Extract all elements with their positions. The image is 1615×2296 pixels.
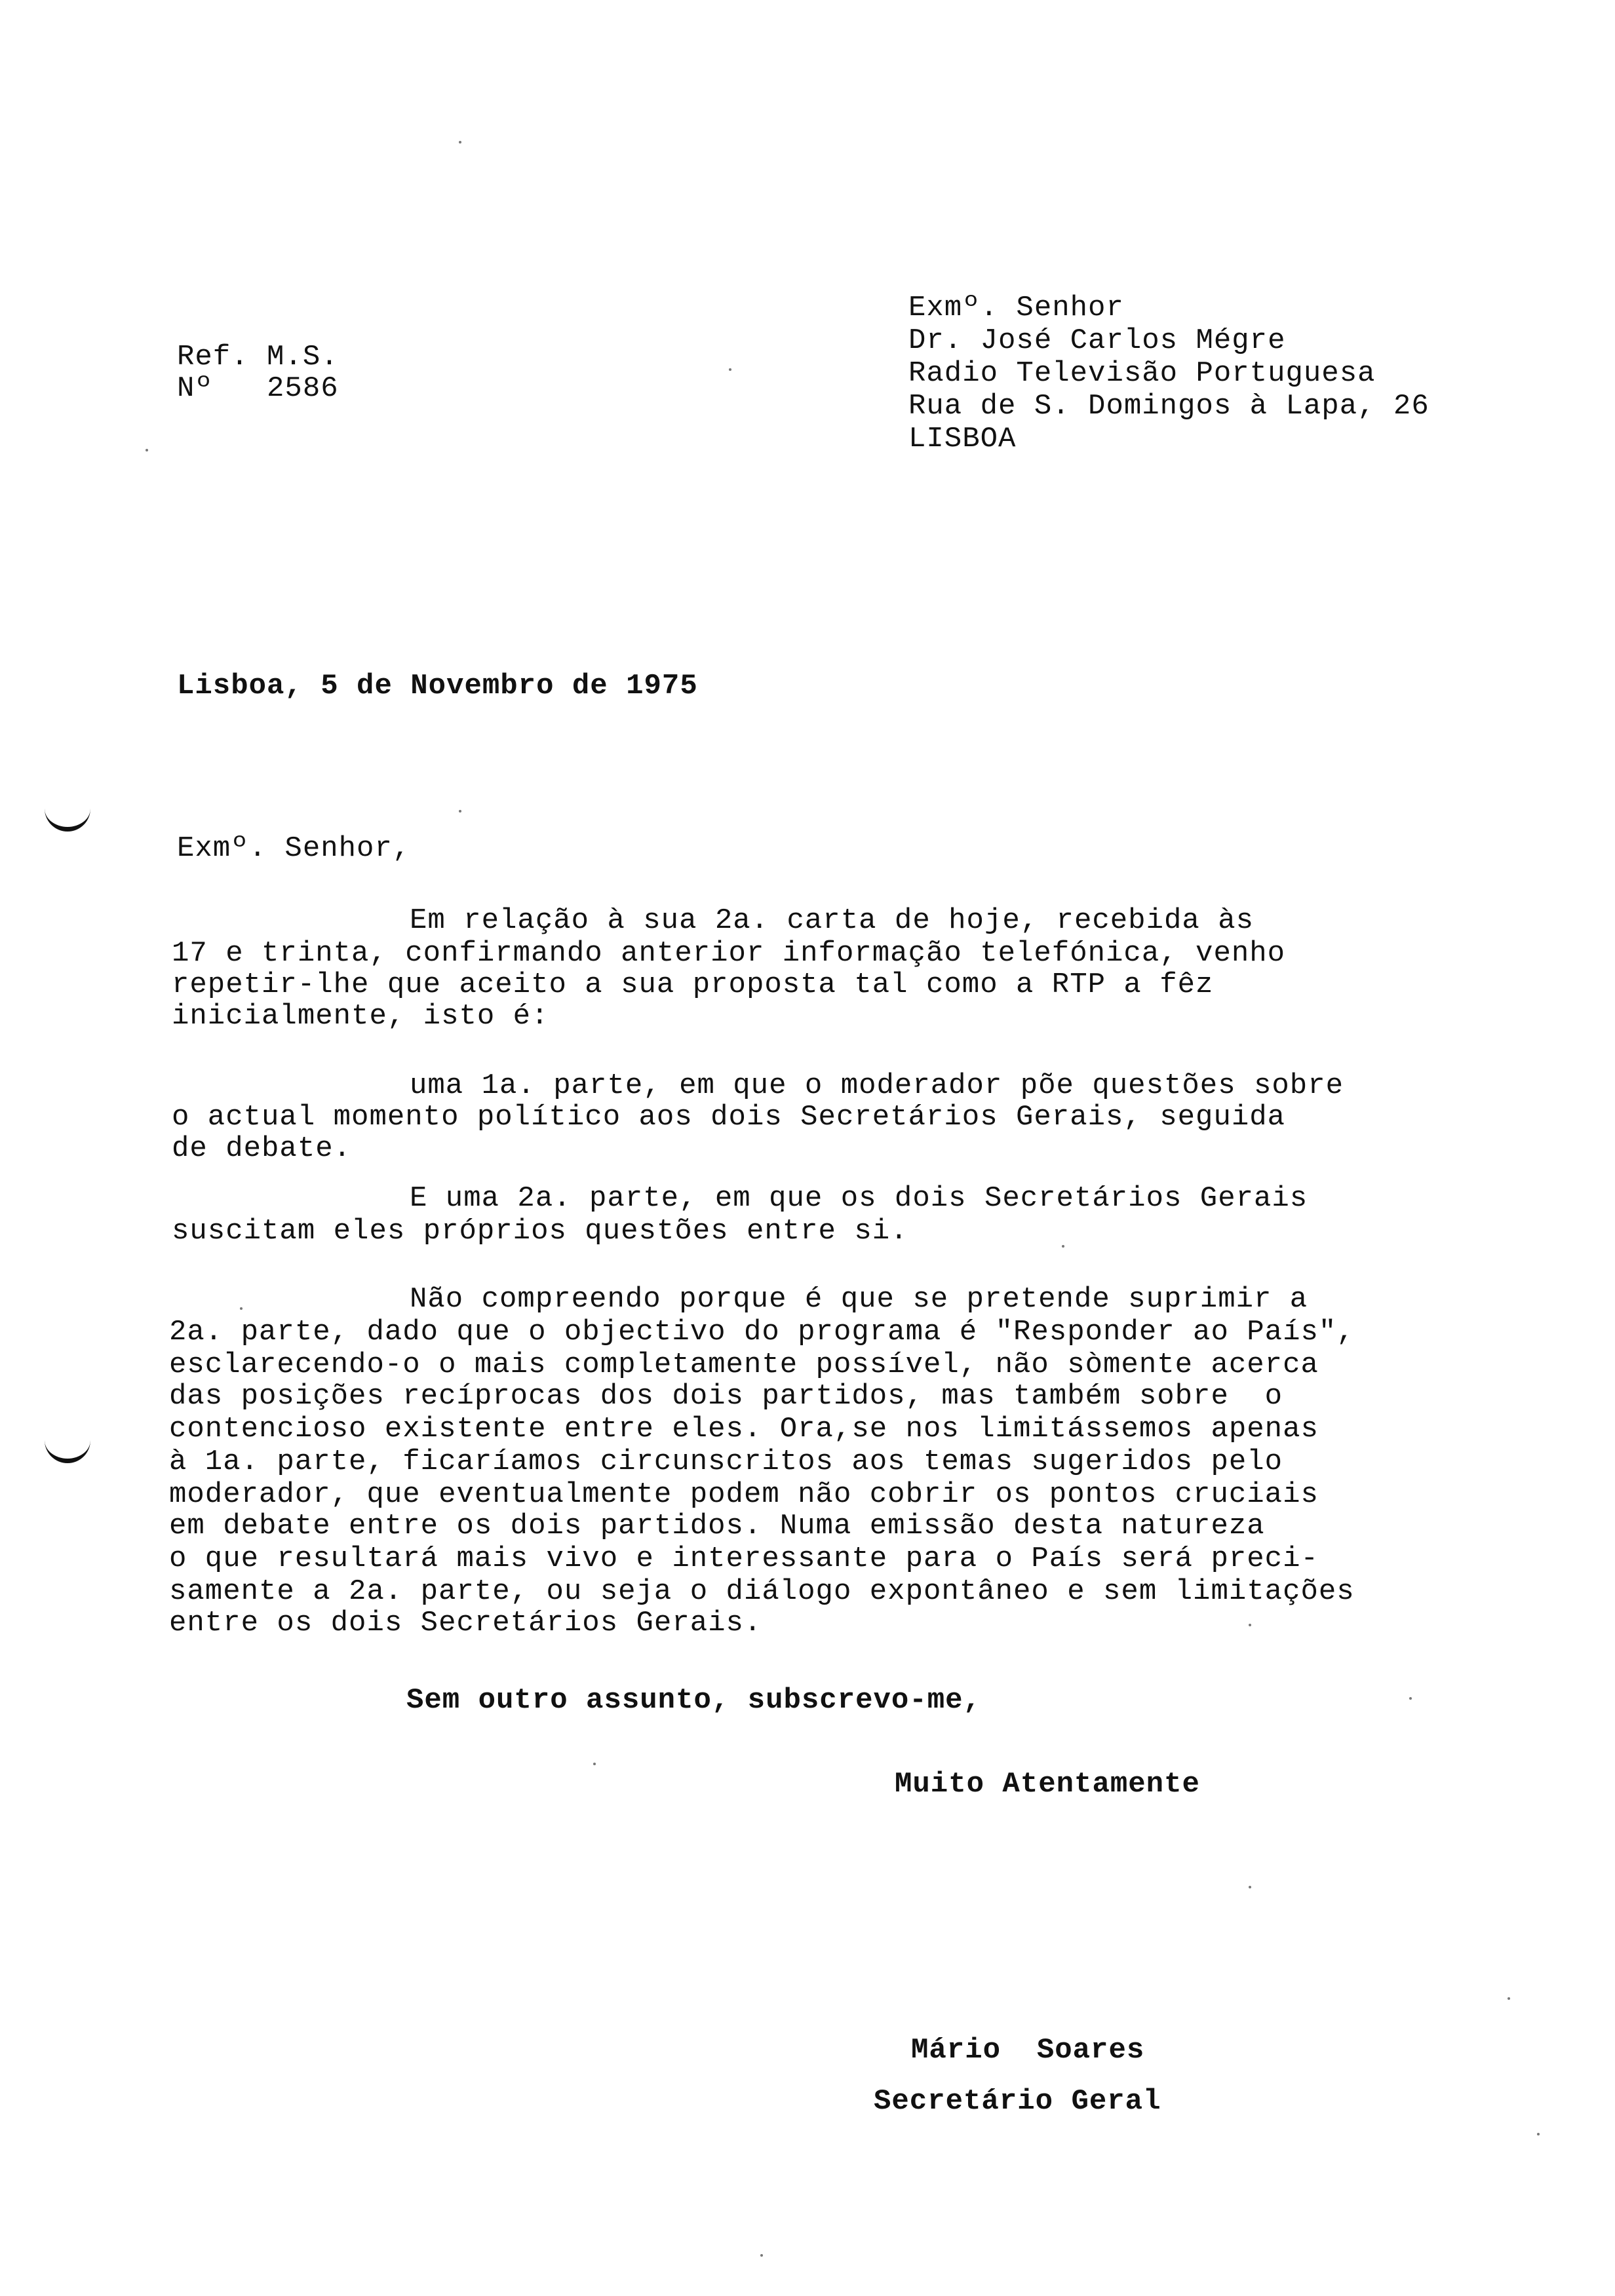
scan-speck bbox=[760, 2254, 763, 2257]
recipient-name: Dr. José Carlos Mégre bbox=[908, 324, 1286, 357]
scan-speck bbox=[1508, 1997, 1510, 2000]
text-line: em debate entre os dois partidos. Numa emissão desta natureza bbox=[169, 1510, 1265, 1542]
scan-speck bbox=[240, 1307, 243, 1310]
scan-speck bbox=[593, 1763, 596, 1765]
text-line: à 1a. parte, ficaríamos circunscritos aos temas sugeridos pelo bbox=[169, 1445, 1283, 1478]
text-line: suscitam eles próprios questões entre si. bbox=[172, 1215, 908, 1248]
letter-date: Lisboa, 5 de Novembro de 1975 bbox=[177, 670, 698, 702]
recipient-organization: Radio Televisão Portuguesa bbox=[908, 357, 1376, 390]
text-line: Não compreendo porque é que se pretende suprimir a bbox=[410, 1283, 1308, 1316]
recipient-street: Rua de S. Domingos à Lapa, 26 bbox=[908, 390, 1430, 423]
text-line: o actual momento político aos dois Secretários Gerais, seguida bbox=[172, 1101, 1286, 1134]
reference-number: Nº 2586 bbox=[177, 372, 339, 405]
text-line: Em relação à sua 2a. carta de hoje, recebida às bbox=[410, 904, 1255, 937]
text-line: de debate. bbox=[172, 1132, 352, 1165]
text-line: o que resultará mais vivo e interessante para o País será preci- bbox=[169, 1542, 1319, 1575]
text-line: 2a. parte, dado que o objectivo do programa é "Responder ao País", bbox=[169, 1316, 1355, 1349]
reference-code: Ref. M.S. bbox=[177, 341, 339, 373]
closing-line: Sem outro assunto, subscrevo-me, bbox=[406, 1684, 981, 1717]
text-line: inicialmente, isto é: bbox=[172, 1000, 549, 1033]
recipient-city: LISBOA bbox=[908, 423, 1017, 455]
text-line: uma 1a. parte, em que o moderador põe questões sobre bbox=[410, 1069, 1344, 1102]
complimentary-close: Muito Atentamente bbox=[895, 1768, 1200, 1801]
signature-name: Mário Soares bbox=[911, 2034, 1145, 2067]
scan-speck bbox=[459, 810, 461, 813]
scan-speck bbox=[1062, 1245, 1064, 1248]
text-line: contencioso existente entre eles. Ora,se nos limitássemos apenas bbox=[169, 1413, 1319, 1445]
scan-speck bbox=[1249, 1886, 1251, 1888]
scan-speck bbox=[1537, 2133, 1540, 2135]
binder-hole-mark bbox=[45, 803, 90, 832]
recipient-salutation: Exmº. Senhor bbox=[908, 292, 1124, 324]
scan-speck bbox=[459, 141, 461, 144]
text-line: moderador, que eventualmente podem não cobrir os pontos cruciais bbox=[169, 1478, 1319, 1511]
scan-speck bbox=[729, 368, 731, 371]
text-line: samente a 2a. parte, ou seja o diálogo expontâneo e sem limitações bbox=[169, 1575, 1355, 1608]
text-line: das posições recíprocas dos dois partidos, mas também sobre o bbox=[169, 1380, 1283, 1413]
text-line: E uma 2a. parte, em que os dois Secretários Gerais bbox=[410, 1182, 1308, 1215]
binder-hole-mark bbox=[45, 1435, 90, 1463]
text-line: entre os dois Secretários Gerais. bbox=[169, 1607, 762, 1639]
text-line: esclarecendo-o o mais completamente possível, não sòmente acerca bbox=[169, 1349, 1319, 1381]
scan-speck bbox=[1249, 1624, 1251, 1626]
scan-speck bbox=[1409, 1697, 1412, 1700]
greeting: Exmº. Senhor, bbox=[177, 832, 411, 865]
text-line: 17 e trinta, confirmando anterior informação telefónica, venho bbox=[172, 937, 1286, 970]
scan-speck bbox=[146, 449, 148, 451]
signature-title: Secretário Geral bbox=[874, 2085, 1161, 2118]
text-line: repetir-lhe que aceito a sua proposta tal como a RTP a fêz bbox=[172, 968, 1214, 1001]
